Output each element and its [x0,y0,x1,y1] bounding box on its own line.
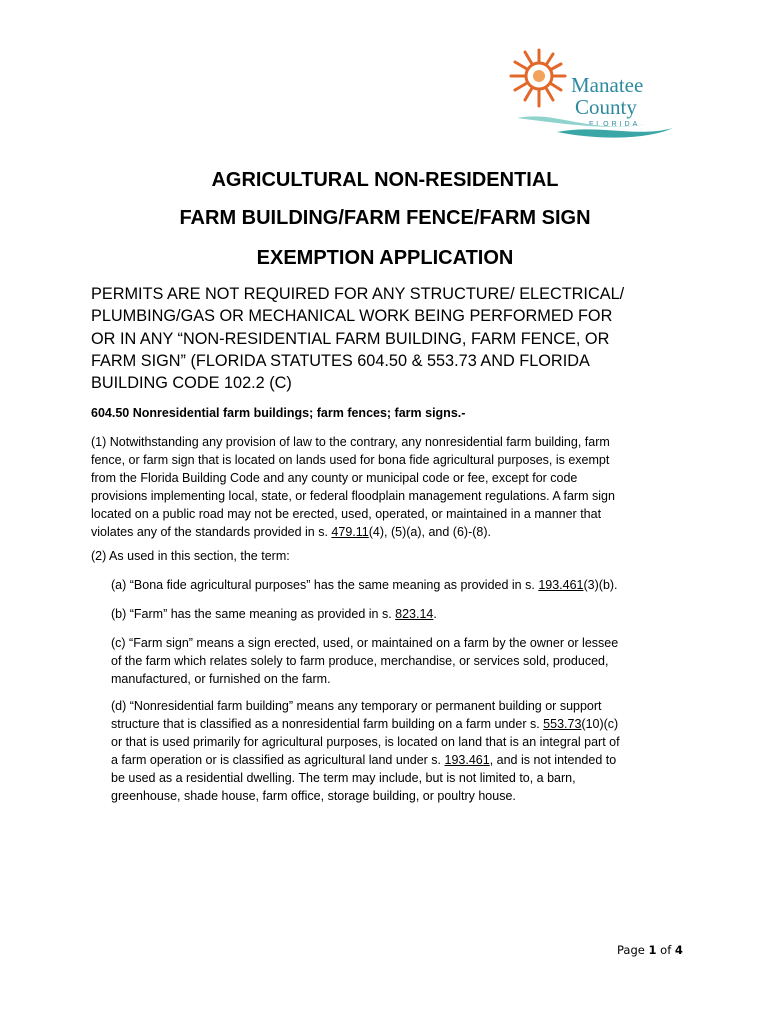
logo-line1: Manatee [571,73,644,97]
statute-link-823-14[interactable]: 823.14 [395,607,434,621]
text-segment: , and is not intended to [489,753,617,767]
text-segment: violates any of the standards provided in s. [91,525,332,539]
text-segment: (4), (5)(a), and (6)-(8). [368,525,491,539]
statute-link-553-73[interactable]: 553.73 [543,717,582,731]
section-heading: 604.50 Nonresidential farm buildings; farm fences; farm signs.- [91,406,466,420]
page-footer [617,943,683,957]
paragraph-line: or that is used primarily for agricultural purposes, is located on land that is an integral part of [111,735,620,749]
permits-line: FARM SIGN” (FLORIDA STATUTES 604.50 & 553.73 AND FLORIDA [91,351,590,370]
title-line-3: EXEMPTION APPLICATION [256,247,514,269]
permits-line: PERMITS ARE NOT REQUIRED FOR ANY STRUCTURE/ ELECTRICAL/ [91,285,625,303]
paragraph-line: (c) “Farm sign” means a sign erected, used, or maintained on a farm by the owner or lessee [111,636,619,650]
paragraph-line: manufactured, or furnished on the farm. [111,672,331,686]
statute-link-193-461[interactable]: 193.461 [444,753,490,767]
paragraph-line: provisions implementing local, state, or federal floodplain management regulations. A farm sign [91,489,615,503]
wave-dark [557,128,673,138]
permits-line: PLUMBING/GAS OR MECHANICAL WORK BEING PERFORMED FOR [91,307,613,326]
statute-link-193-461[interactable]: 193.461 [538,578,584,592]
permits-line: BUILDING CODE 102.2 (C) [91,374,292,393]
text-segment: (3)(b). [583,578,618,592]
paragraph-line: located on a public road may not be erected, used, operated, or maintained in a manner that [91,507,602,521]
paragraph-line: greenhouse, shade house, farm office, storage building, or poultry house. [111,789,516,803]
paragraph-line: from the Florida Building Code and any county or municipal code or fee, except for code [91,471,578,485]
logo-line3: FLORIDA [589,121,641,128]
item-a [111,576,711,594]
logo-line2: County [575,95,637,119]
manatee-county-logo [497,40,675,140]
permits-line: OR IN ANY “NON-RESIDENTIAL FARM BUILDING, FARM FENCE, OR [91,329,610,348]
item-d [111,697,711,805]
page-number: 1 [648,943,657,957]
title-line-1: AGRICULTURAL NON-RESIDENTIAL [211,169,559,191]
paragraph-1 [91,433,691,541]
paragraph-line: (d) “Nonresidential farm building” means any temporary or permanent building or support [111,699,602,713]
paragraph-line: of the farm which relates solely to farm produce, merchandise, or services sold, produced, [111,654,609,668]
title-line-2: FARM BUILDING/FARM FENCE/FARM SIGN [179,207,591,229]
statute-link-479-11[interactable]: 479.11 [331,525,369,539]
item-c [111,634,711,688]
paragraph-line-last [91,523,691,541]
paragraph-line: fence, or farm sign that is located on lands used for bona fide agricultural purposes, is exempt [91,453,610,467]
item-b [111,605,711,623]
text-segment: (b) “Farm” has the same meaning as provided in s. [111,607,396,621]
text-segment: (10)(c) [581,717,619,731]
permits-notice [91,283,691,394]
text-segment: . [433,607,437,621]
text-segment: a farm operation or is classified as agricultural land under s. [111,753,445,767]
page-label: Page [617,943,649,957]
text-segment: (a) “Bona fide agricultural purposes” has the same meaning as provided in s. [111,578,539,592]
paragraph-2: (2) As used in this section, the term: [91,549,290,563]
paragraph-line: (1) Notwithstanding any provision of law to the contrary, any nonresidential farm building, farm [91,435,610,449]
of-label: of [656,943,675,957]
sun-logo-icon [497,40,675,140]
paragraph-line: be used as a residential dwelling. The term may include, but is not limited to, a barn, [111,771,576,785]
page-total: 4 [674,943,683,957]
text-segment: structure that is classified as a nonresidential farm building on a farm under s. [111,717,544,731]
